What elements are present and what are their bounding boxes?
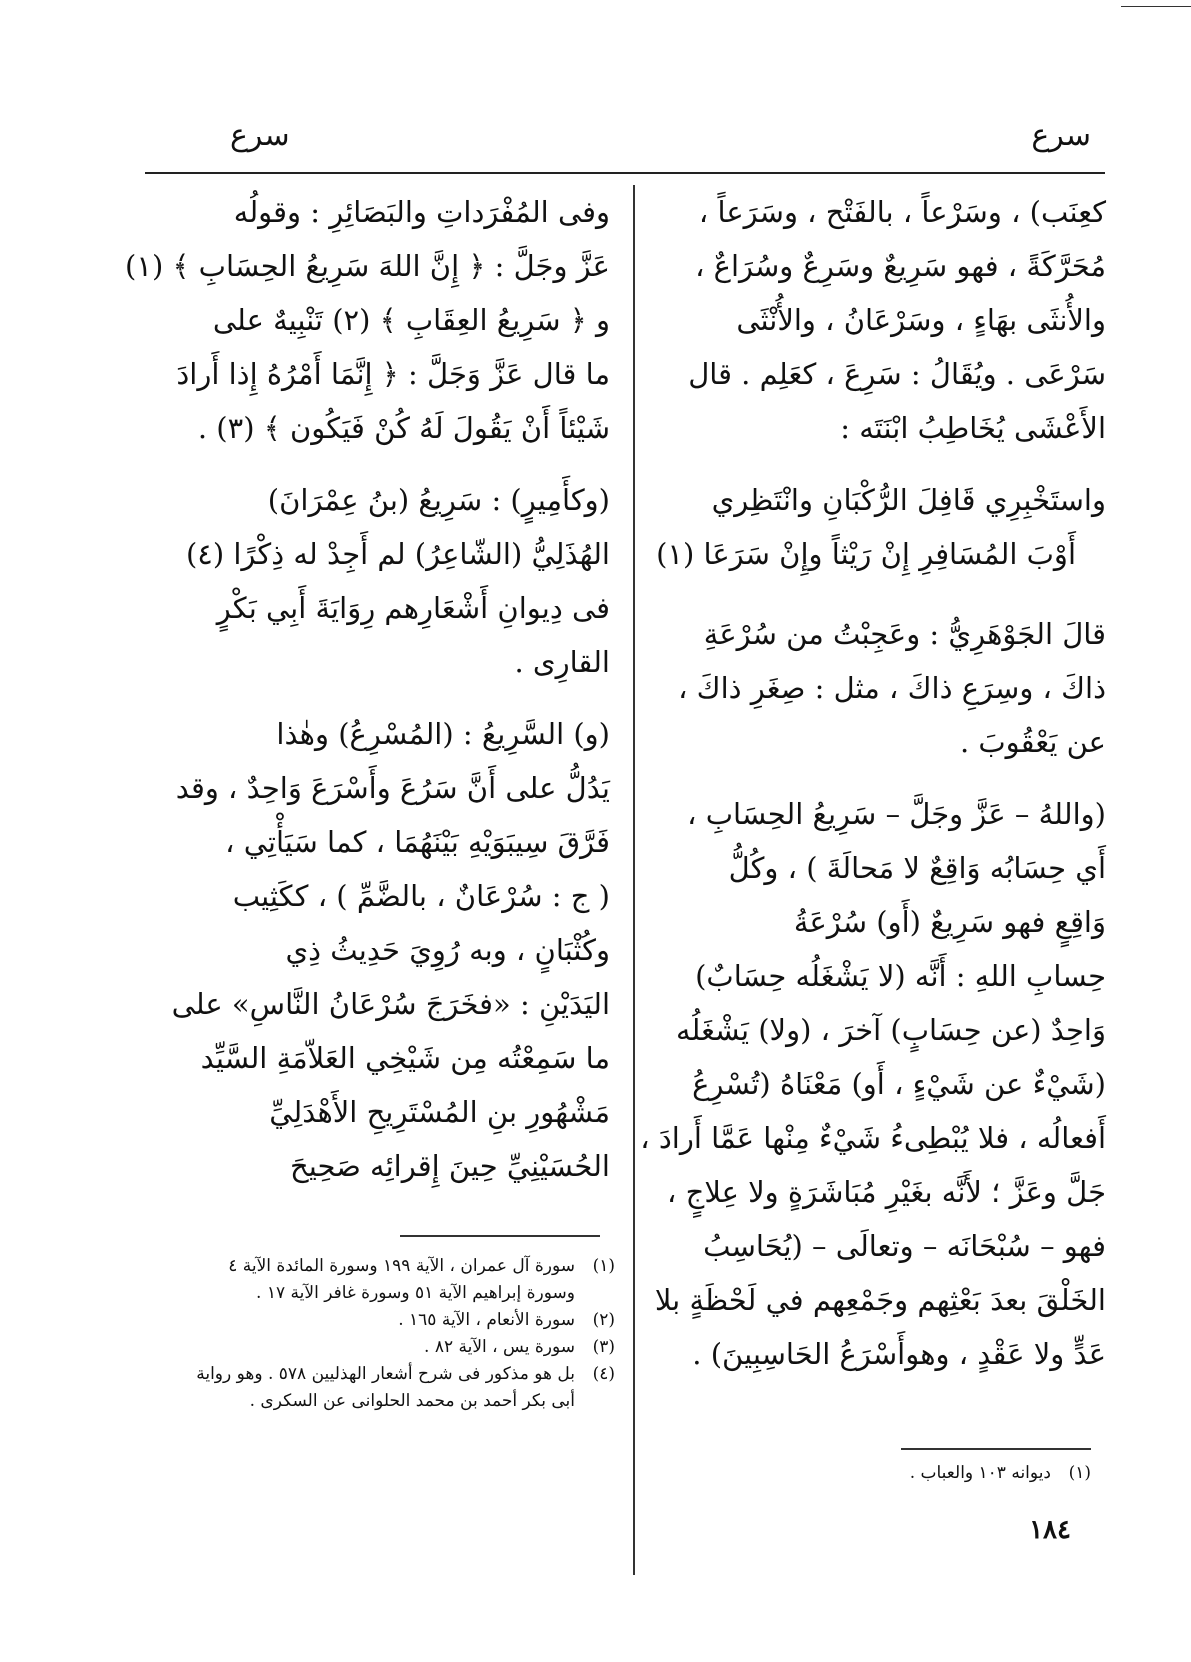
text-line: اليَدَيْنِ : «فخَرَجَ سُرْعَانُ النَّاسِ» على — [171, 987, 610, 1021]
text-line: (و) السَّرِيعُ : (المُسْرِعُ) وهٰذا — [276, 717, 610, 751]
footnote — [175, 1253, 615, 1307]
text-line: الخَلْقَ بعدَ بَعْثِهم وجَمْعِهم في لَحْظَةٍ بلا — [654, 1283, 1106, 1317]
text-line: وفى المُفْرَداتِ والبَصَائِرِ : وقولُه — [233, 195, 610, 229]
footnote-number: (١) — [592, 1256, 615, 1276]
text-line: ما قال عَزَّ وَجَلَّ : ﴿ إِنَّمَا أَمْرُهُ إِذا أَرادَ — [176, 357, 610, 391]
text-line: (شَيْءٌ عن شَيْءٍ ، أَو) مَعْنَاهُ (تُسْرِعُ — [692, 1067, 1106, 1101]
left-paragraph-3 — [165, 707, 610, 1193]
text-line: ما سَمِعْتُه مِن شَيْخِي العَلاّمَةِ السَّيِّد — [200, 1041, 610, 1075]
text-line: القارِى . — [514, 645, 610, 679]
text-line: شَيْئاً أَنْ يَقُولَ لَهُ كُنْ فَيَكُون ﴾ (٣) . — [197, 411, 610, 445]
verse-line: أَوْبَ المُسَافِرِ إِنْ رَيْثاً وإِنْ سَرَعَا (١) — [656, 537, 1076, 571]
poetry-verse — [656, 473, 1106, 581]
text-line: ( ج : سُرْعَانٌ ، بالضَّمِّ ) ، ككَثِيب — [232, 879, 610, 913]
footnote — [175, 1361, 615, 1415]
text-line: يَدُلُّ على أَنَّ سَرُعَ وأَسْرَعَ وَاحِدٌ ، وقد — [175, 771, 610, 805]
page-number: ١٨٤ — [1029, 1515, 1071, 1545]
footnote — [175, 1334, 615, 1361]
text-line: فى دِيوانِ أَشْعَارِهم رِوَايَةَ أَبِي بَكْرٍ — [216, 591, 610, 625]
text-line: حِسابِ اللهِ : أَنَّه (لا يَشْغَلُه حِسَابٌ) — [695, 959, 1106, 993]
text-line: وَاقِعٍ فهو سَرِيعٌ (أَو) سُرْعَةُ — [793, 905, 1106, 939]
text-line: سَرْعَى . ويُقَالُ : سَرِعَ ، كعَلِم . قال — [688, 357, 1106, 391]
text-line: الحُسَيْنِيِّ حِينَ إِقرائِه صَحِيحَ — [290, 1149, 610, 1183]
footnote-text: سورة آل عمران ، الآية ١٩٩ وسورة المائدة الآية ٤ وسورة إبراهيم الآية ٥١ وسورة غافر الآية ١٧ . — [228, 1256, 575, 1303]
text-line: كعِنَب) ، وسَرْعاً ، بالفَتْح ، وسَرَعاً ، — [698, 195, 1106, 229]
footnote — [175, 1307, 615, 1334]
text-line: جَلَّ وعَزَّ ؛ لأَنَّه بغَيْرِ مُبَاشَرَةٍ ولا عِلاجٍ ، — [667, 1175, 1106, 1209]
footnote-text: ديوانه ١٠٣ والعباب . — [909, 1463, 1051, 1483]
text-line: (واللهُ – عَزَّ وجَلَّ – سَرِيعُ الحِسَابِ ، — [687, 797, 1106, 831]
text-line: قالَ الجَوْهَرِيُّ : وعَجِبْتُ من سُرْعَةِ — [703, 617, 1106, 651]
left-column — [125, 185, 610, 1211]
text-line: وكُثْبَانٍ ، وبه رُوِيَ حَدِيثُ ذِي — [285, 933, 610, 967]
footnote-rule-right — [901, 1448, 1091, 1450]
text-line: الهُذَلِيُّ (الشّاعِرُ) لم أَجِدْ له ذِكْرًا (٤) — [185, 537, 610, 571]
header-rule — [145, 172, 1105, 174]
column-divider — [633, 185, 635, 1575]
text-line: فهو – سُبْحَانَه – وتعالَى – (يُحَاسِبُ — [703, 1229, 1106, 1263]
footnote-text: بل هو مذكور فى شرح أشعار الهذليين ٥٧٨ . وهو رواية أبى بكر أحمد بن محمد الحلوانى عن السكرى . — [196, 1364, 575, 1411]
text-line: عَزَّ وجَلَّ : ﴿ إِنَّ اللهَ سَرِيعُ الحِسَابِ ﴾ (١) — [125, 249, 610, 283]
text-line: الأَعْشَى يُخَاطِبُ ابْنَتَه : — [840, 411, 1106, 445]
text-line: والأُنثَى بهَاءٍ ، وسَرْعَانُ ، والأُنْثَى — [736, 303, 1106, 337]
right-paragraph-1 — [676, 185, 1106, 455]
text-line: فَرَّقَ سِيبَوَيْهِ بَيْنَهُمَا ، كما سَيَأْتِي ، — [225, 825, 610, 859]
text-line: عَدٍّ ولا عَقْدٍ ، وهوأَسْرَعُ الحَاسِبِينَ) . — [692, 1337, 1106, 1371]
text-line: و ﴿ سَرِيعُ العِقَابِ ﴾ (٢) تَنْبِيهٌ على — [212, 303, 610, 337]
text-line: أَفعالُه ، فلا يُبْطِىءُ شَيْءٌ مِنْها عَمَّا أَرادَ ، — [640, 1121, 1106, 1155]
left-paragraph-1 — [125, 185, 610, 455]
footnote — [671, 1460, 1091, 1487]
footnote-number: (١) — [1068, 1463, 1091, 1483]
text-line: مُحَرَّكَةً ، فهو سَرِيعٌ وسَرِعٌ وسُرَاعٌ ، — [695, 249, 1106, 283]
footnote-text: سورة يس ، الآية ٨٢ . — [424, 1337, 575, 1357]
footnotes-right — [671, 1460, 1091, 1487]
footnotes-left — [175, 1253, 615, 1415]
text-line: (وكأَمِيرٍ) : سَرِيعُ (بنُ عِمْرَانَ) — [267, 483, 610, 517]
text-line: أَي حِسَابُه وَاقِعٌ لا مَحالَةَ ) ، وكُلُّ — [728, 851, 1106, 885]
left-paragraph-2 — [165, 473, 610, 689]
top-edge-rule — [1121, 6, 1191, 7]
footnote-rule-left — [400, 1235, 600, 1237]
right-paragraph-2 — [676, 607, 1106, 769]
text-line: مَشْهُورِ بنِ المُسْتَرِيحِ الأَهْدَلِيِّ — [269, 1095, 610, 1129]
verse-line: واستَخْبِرِي قَافِلَ الرُّكْبَانِ وانْتَظِري — [711, 483, 1106, 517]
text-line: وَاحِدٌ (عن حِسَابٍ) آخرَ ، (ولا) يَشْغَلُه — [675, 1013, 1106, 1047]
text-line: عن يَعْقُوبَ . — [959, 725, 1106, 759]
right-column — [640, 185, 1106, 1399]
running-head-right: سرع — [1031, 118, 1091, 153]
text-line: ذاكَ ، وسِرَعِ ذاكَ ، مثل : صِغَرِ ذاكَ ، — [678, 671, 1106, 705]
footnote-number: (٣) — [592, 1337, 615, 1357]
footnote-number: (٢) — [592, 1310, 615, 1330]
right-paragraph-3 — [640, 787, 1106, 1381]
running-head-left: سرع — [230, 118, 290, 153]
footnote-number: (٤) — [592, 1364, 615, 1384]
footnote-text: سورة الأنعام ، الآية ١٦٥ . — [398, 1310, 575, 1330]
